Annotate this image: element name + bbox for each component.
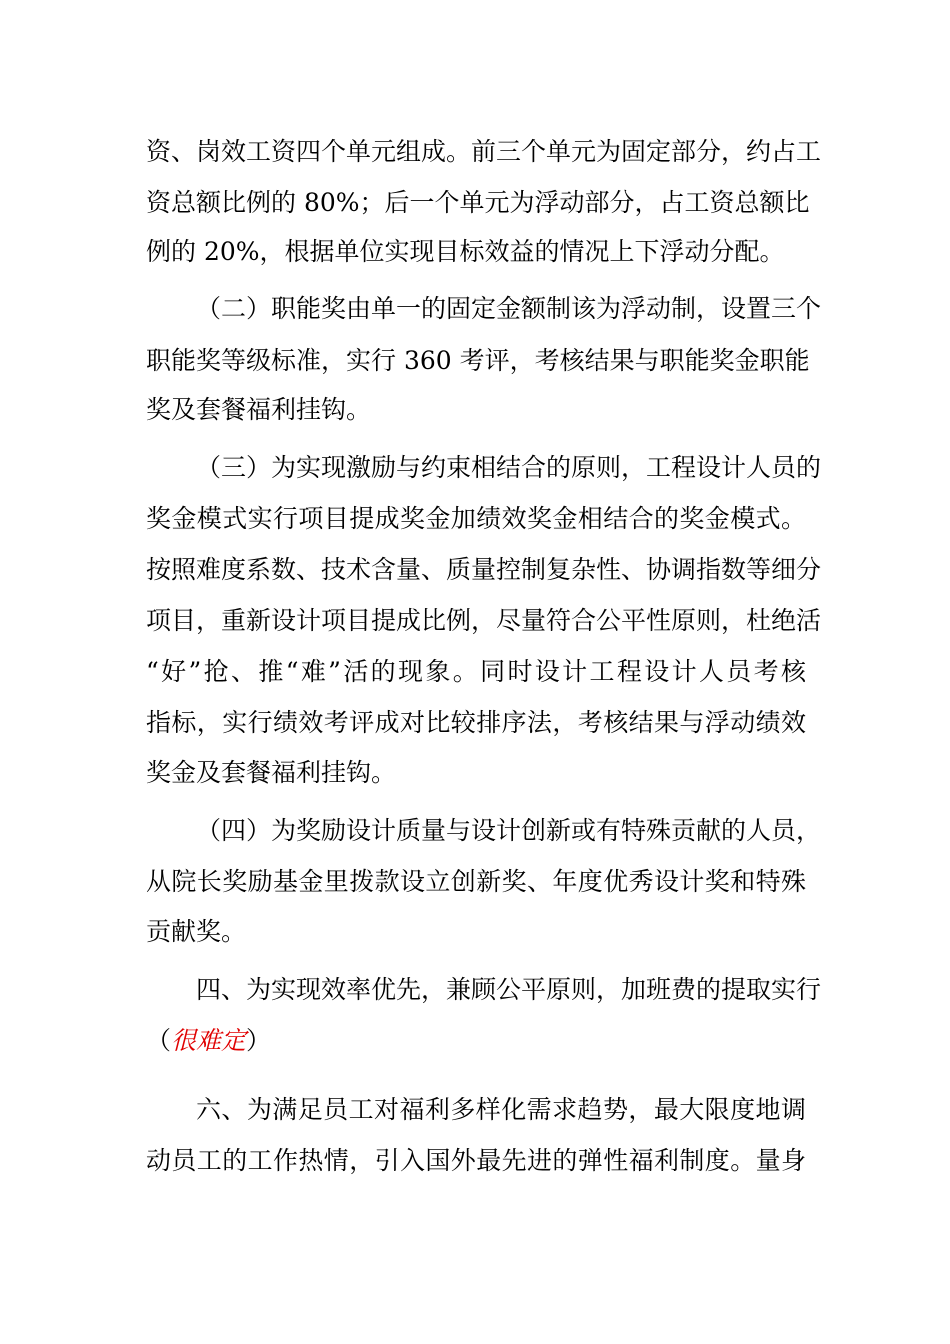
paragraph-3-line-7: 奖金及套餐福利挂钩。 xyxy=(146,758,397,787)
paragraph-4-line-1: （四）为奖励设计质量与设计创新或有特殊贡献的人员， xyxy=(196,816,822,845)
paragraph-2-line-3: 奖及套餐福利挂钩。 xyxy=(146,395,372,424)
paragraph-1-line-3: 例的 20%，根据单位实现目标效益的情况上下浮动分配。 xyxy=(146,237,785,266)
paragraph-4-line-2: 从院长奖励基金里拨款设立创新奖、年度优秀设计奖和特殊 xyxy=(146,867,806,896)
paragraph-1-line-2: 资总额比例的 80%；后一个单元为浮动部分，占工资总额比 xyxy=(146,188,810,217)
paragraph-5-line-2 xyxy=(146,1025,806,1057)
paragraph-3-line-6: 指标，实行绩效考评成对比较排序法，考核结果与浮动绩效 xyxy=(146,708,806,737)
paragraph-3-line-4: 项目，重新设计项目提成比例，尽量符合公平性原则，杜绝活 xyxy=(146,606,822,635)
paragraph-2-line-2: 职能奖等级标准，实行 360 考评，考核结果与职能奖金职能 xyxy=(146,346,810,375)
paragraph-3-line-5: “好”抢、推“难”活的现象。同时设计工程设计人员考核 xyxy=(146,657,806,686)
editor-note: 很难定 xyxy=(171,1026,247,1055)
paragraph-6-line-2: 动员工的工作热情，引入国外最先进的弹性福利制度。量身 xyxy=(146,1146,806,1175)
paragraph-2-line-1: （二）职能奖由单一的固定金额制该为浮动制，设置三个 xyxy=(196,294,822,323)
paragraph-3-line-2: 奖金模式实行项目提成奖金加绩效奖金相结合的奖金模式。 xyxy=(146,504,806,533)
paragraph-5-line-1: 四、为实现效率优先，兼顾公平原则，加班费的提取实行 xyxy=(196,975,822,1004)
paragraph-3-line-1: （三）为实现激励与约束相结合的原则，工程设计人员的 xyxy=(196,453,822,482)
note-open-paren: （ xyxy=(146,1026,172,1055)
paragraph-1-line-1: 资、岗效工资四个单元组成。前三个单元为固定部分，约占工 xyxy=(146,137,822,166)
note-close-paren: ） xyxy=(246,1026,272,1055)
paragraph-4-line-3: 贡献奖。 xyxy=(146,917,247,946)
paragraph-6-line-1: 六、为满足员工对福利多样化需求趋势，最大限度地调 xyxy=(196,1095,806,1124)
paragraph-3-line-3: 按照难度系数、技术含量、质量控制复杂性、协调指数等细分 xyxy=(146,555,822,584)
